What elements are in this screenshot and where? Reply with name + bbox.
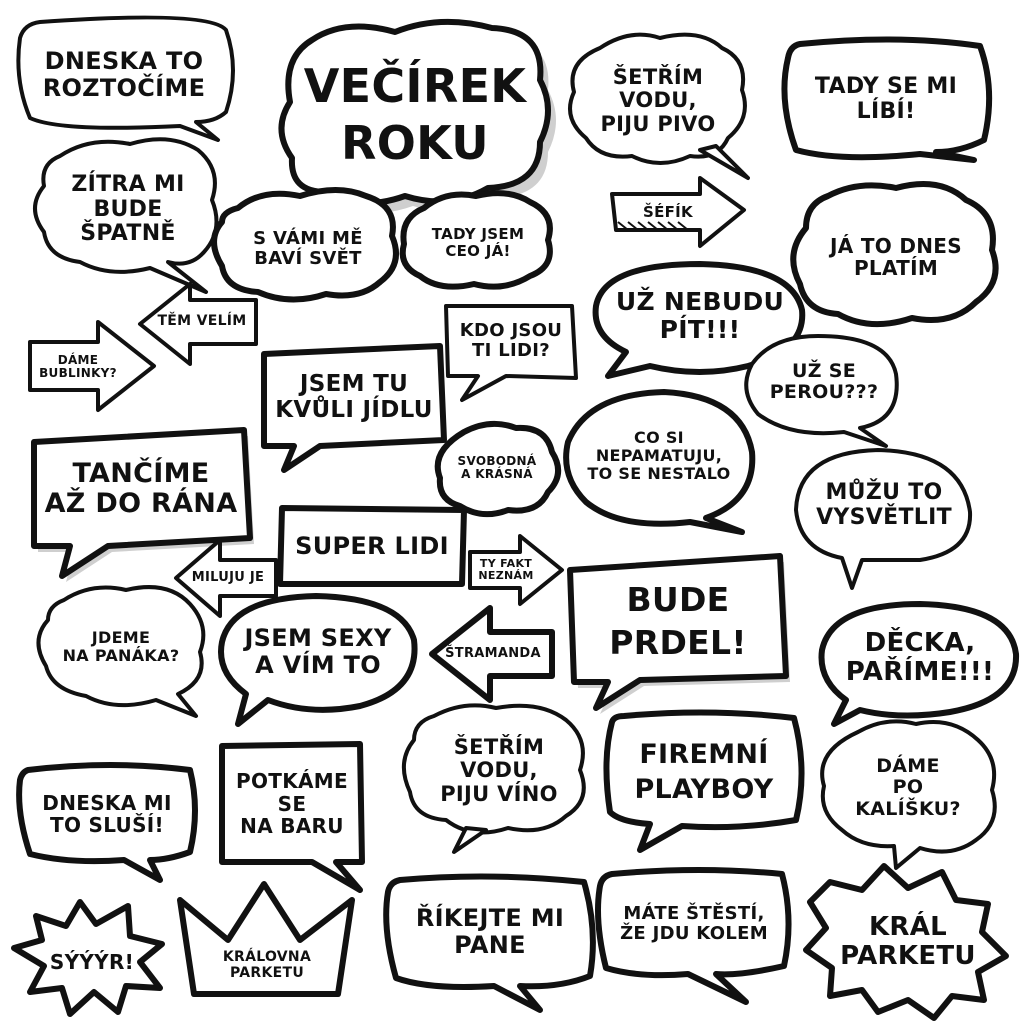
text-kralovna-parketu: KRÁLOVNA PARKETU (222, 949, 312, 981)
text-muzu-to-vysvetlit: MŮŽU TO VYSVĚTLIT (816, 480, 952, 530)
text-super-lidi: SUPER LIDI (295, 531, 449, 560)
text-syyyr: SÝÝÝR! (49, 949, 135, 974)
text-decka-parime: DĚCKA, PAŘÍME!!! (845, 627, 995, 687)
text-svobodna-a-krasna: SVOBODNÁ A KRÁSNÁ (457, 453, 537, 481)
text-dame-po-kalisku: DÁME PO KALÍŠKU? (855, 755, 961, 820)
text-potkame-se-na-baru: POTKÁME SE NA BARU (236, 769, 348, 839)
text-uz-se-perou: UŽ SE PEROU??? (769, 359, 879, 403)
text-dneska-to-roztocime: DNESKA TO ROZTOČÍME (42, 47, 206, 102)
text-jdeme-na-panaka: JDEME NA PANÁKA? (62, 628, 180, 665)
text-tady-jsem-ceo: TADY JSEM CEO JÁ! (431, 225, 525, 260)
text-ty-fakt-neznam: TY FAKT NEZNÁM (478, 556, 534, 582)
text-stramanda: ŠTRAMANDA (445, 645, 541, 661)
text-kdo-jsou-ti-lidi: KDO JSOU TI LIDI? (459, 319, 563, 361)
text-tady-se-mi-libi: TADY SE MI LÍBÍ! (814, 74, 958, 124)
text-co-si-nepamatuju: CO SI NEPAMATUJU, TO SE NESTALO (587, 428, 731, 483)
text-bude-prdel: BUDE PRDEL! (609, 580, 747, 662)
text-dame-bublinky: DÁME BUBLINKY? (39, 352, 117, 380)
text-mate-stesti: MÁTE ŠTĚSTÍ, ŽE JDU KOLEM (620, 902, 768, 944)
text-tem-velim: TĚM VELÍM (157, 313, 247, 330)
text-miluju-je: MILUJU JE (191, 569, 265, 585)
text-rikejte-mi-pane: ŘÍKEJTE MI PANE (415, 904, 565, 959)
text-vecirek-roku: VEČÍREK ROKU (303, 58, 527, 170)
text-jsem-sexy: JSEM SEXY A VÍM TO (244, 624, 392, 679)
text-tancime-az-do-rana: TANČÍME AŽ DO RÁNA (44, 457, 238, 519)
text-uz-nebudu-pit: UŽ NEBUDU PÍT!!! (615, 287, 785, 344)
text-s-vami-me-bavi-svet: S VÁMI MĚ BAVÍ SVĚT (253, 227, 363, 269)
text-zitra-mi-bude-spatne: ZÍTRA MI BUDE ŠPATNĚ (71, 172, 185, 247)
text-ja-to-dnes-platim: JÁ TO DNES PLATÍM (830, 233, 962, 280)
text-setrim-pivo: ŠETŘÍM VODU, PIJU PIVO (600, 64, 716, 136)
text-kral-parketu: KRÁL PARKETU (840, 911, 976, 971)
text-jsem-tu-kvuli-jidlu: JSEM TU KVŮLI JÍDLU (275, 371, 433, 423)
text-setrim-vino: ŠETŘÍM VODU, PIJU VÍNO (440, 734, 558, 806)
text-dneska-mi-to-slusi: DNESKA MI TO SLUŠÍ! (42, 790, 172, 837)
text-sefik: ŠÉFÍK (642, 202, 693, 221)
text-firemni-playboy: FIREMNÍ PLAYBOY (634, 738, 774, 805)
